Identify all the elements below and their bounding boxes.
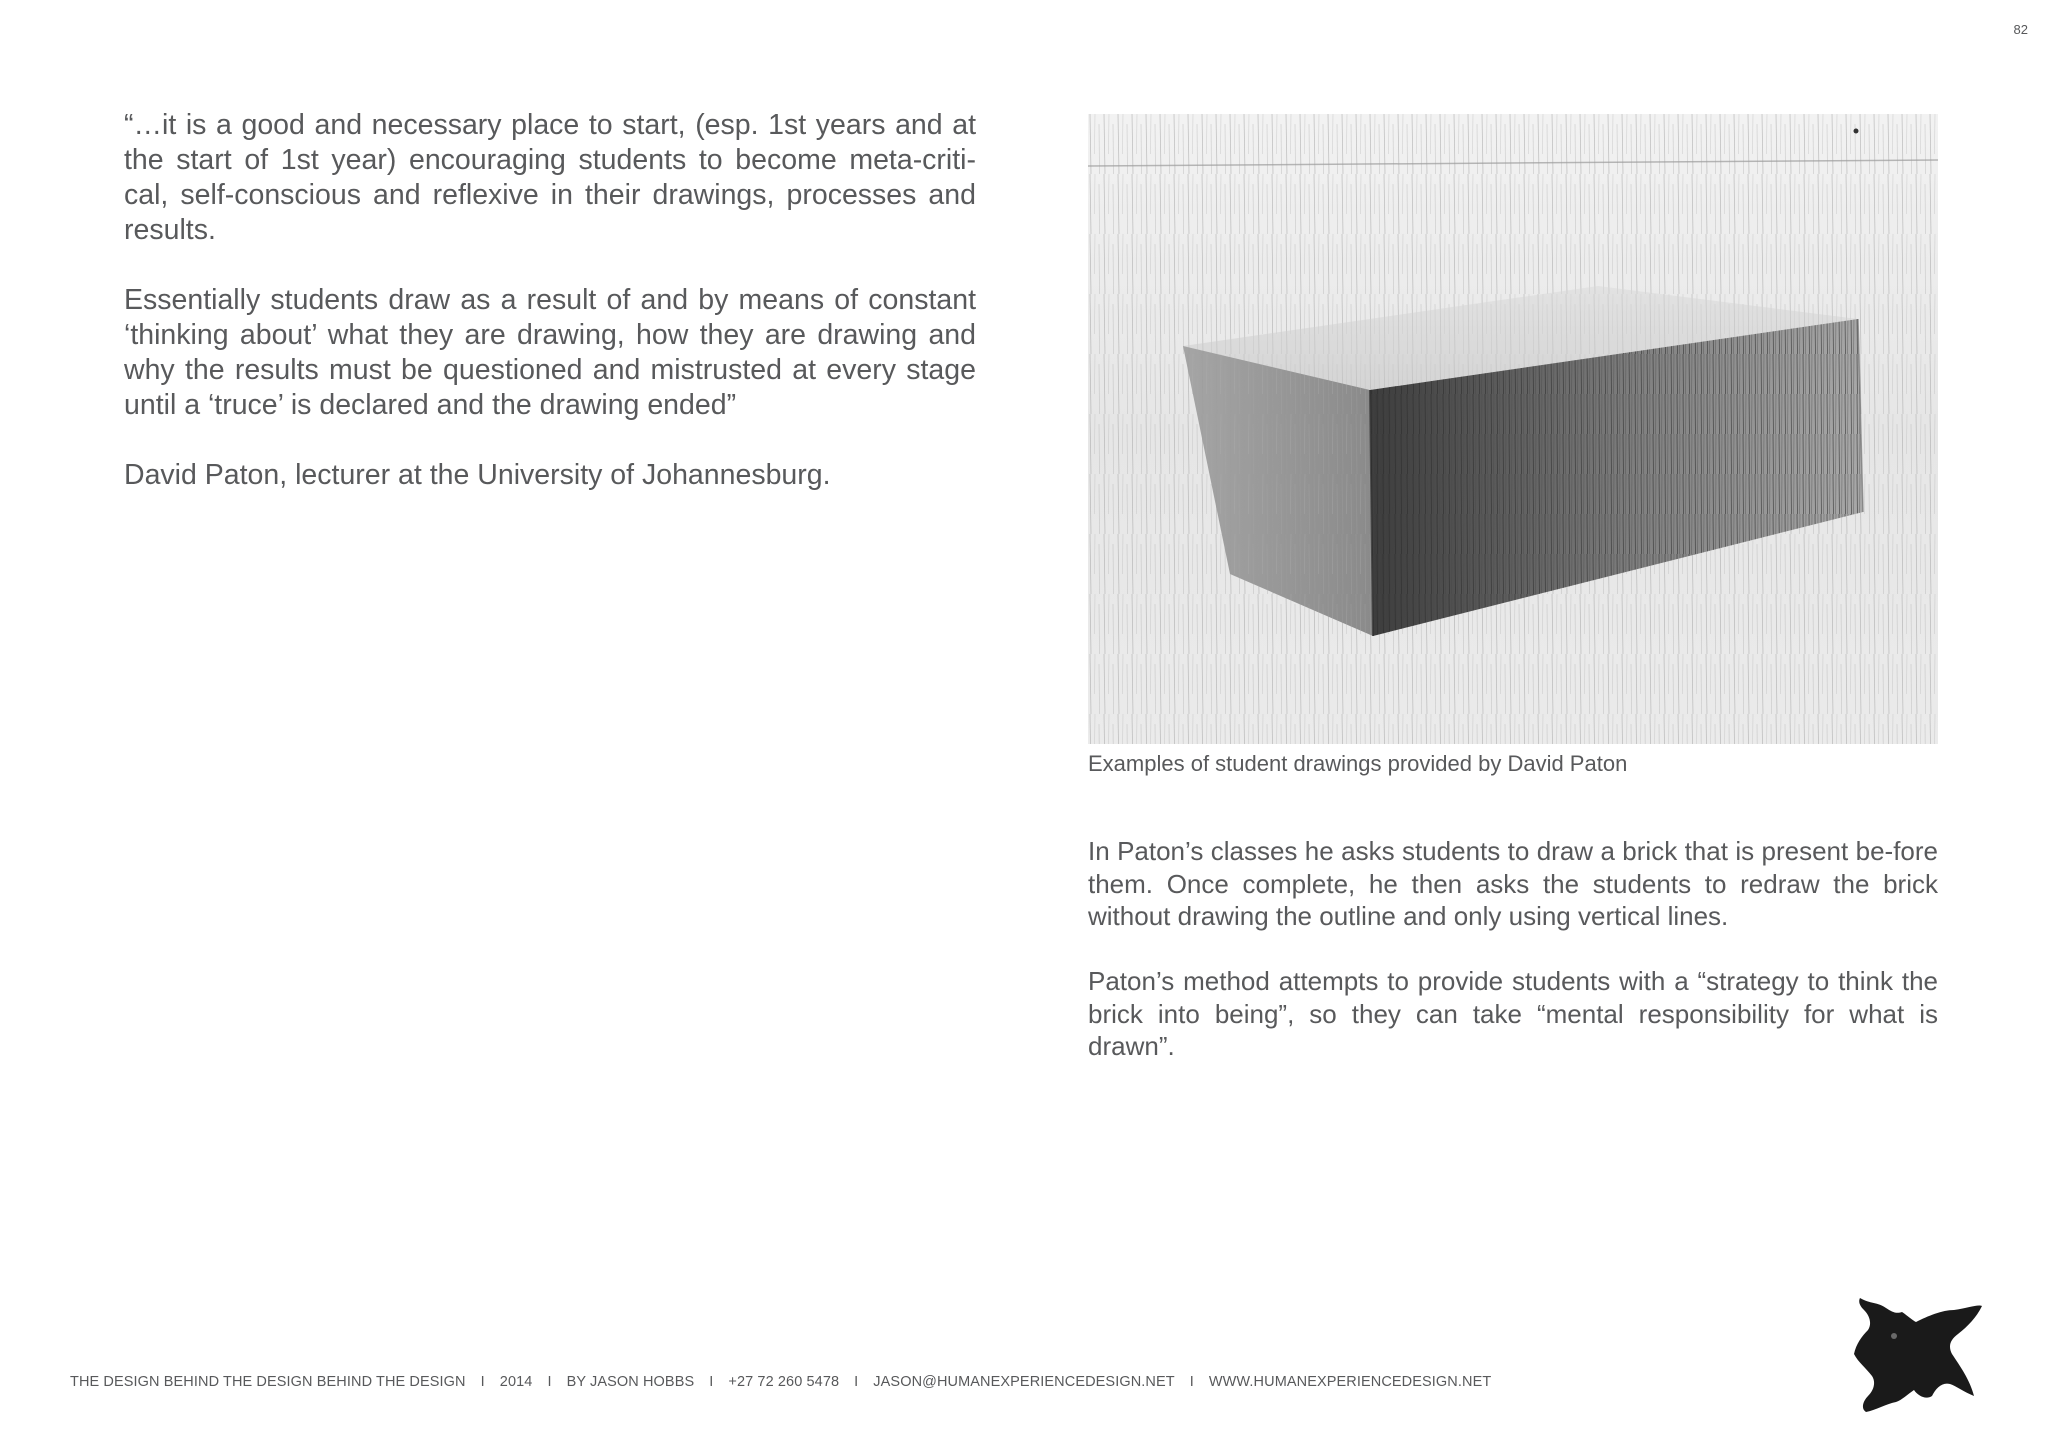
quote-paragraph-1: “…it is a good and necessary place to start, (esp. 1st years and at the start of 1st year) encouraging students to become meta-criti-cal, self-conscious and reflexive in their drawings, processes and results.: [124, 109, 976, 246]
footer-separator: I: [709, 1374, 714, 1390]
footer-separator: I: [1189, 1374, 1194, 1390]
quote-block: [124, 108, 976, 528]
footer-separator: I: [480, 1374, 485, 1390]
body-paragraph-2: Paton’s method attempts to provide students with a “strategy to think the brick into being”, so they can take “mental responsibility for what is drawn”.: [1088, 966, 1938, 1061]
footer-phone: +27 72 260 5478: [728, 1374, 840, 1390]
butterfly-creature-logo-icon: [1852, 1296, 1984, 1414]
footer-separator: I: [547, 1374, 552, 1390]
brick-drawing-image: [1088, 114, 1938, 744]
footer: [70, 1374, 1491, 1390]
brick-drawing-illustration: [1088, 114, 1938, 744]
body-text: [1088, 835, 1938, 1095]
footer-website[interactable]: WWW.HUMANEXPERIENCEDESIGN.NET: [1208, 1374, 1492, 1390]
quote-paragraph-2: Essentially students draw as a result of and by means of constant ‘thinking about’ what they are drawing, how they are drawing and why the results must be questioned and mistrusted at every stage until a ‘truce’ is declared and the drawing ended”: [124, 284, 976, 421]
footer-year: 2014: [499, 1374, 533, 1390]
quote-attribution: David Paton, lecturer at the University of Johannesburg.: [124, 459, 831, 491]
footer-separator: I: [854, 1374, 859, 1390]
footer-title: THE DESIGN BEHIND THE DESIGN BEHIND THE DESIGN: [70, 1374, 466, 1390]
footer-author: BY JASON HOBBS: [566, 1374, 695, 1390]
footer-email[interactable]: JASON@HUMANEXPERIENCEDESIGN.NET: [873, 1374, 1175, 1390]
figure-caption: Examples of student drawings provided by David Paton: [1088, 751, 1628, 776]
page-number: 82: [2013, 22, 2028, 37]
body-paragraph-1: In Paton’s classes he asks students to draw a brick that is present be-fore them. Once complete, he then asks the students to redraw the brick without drawing the outline and only using vertical lines.: [1088, 836, 1938, 931]
